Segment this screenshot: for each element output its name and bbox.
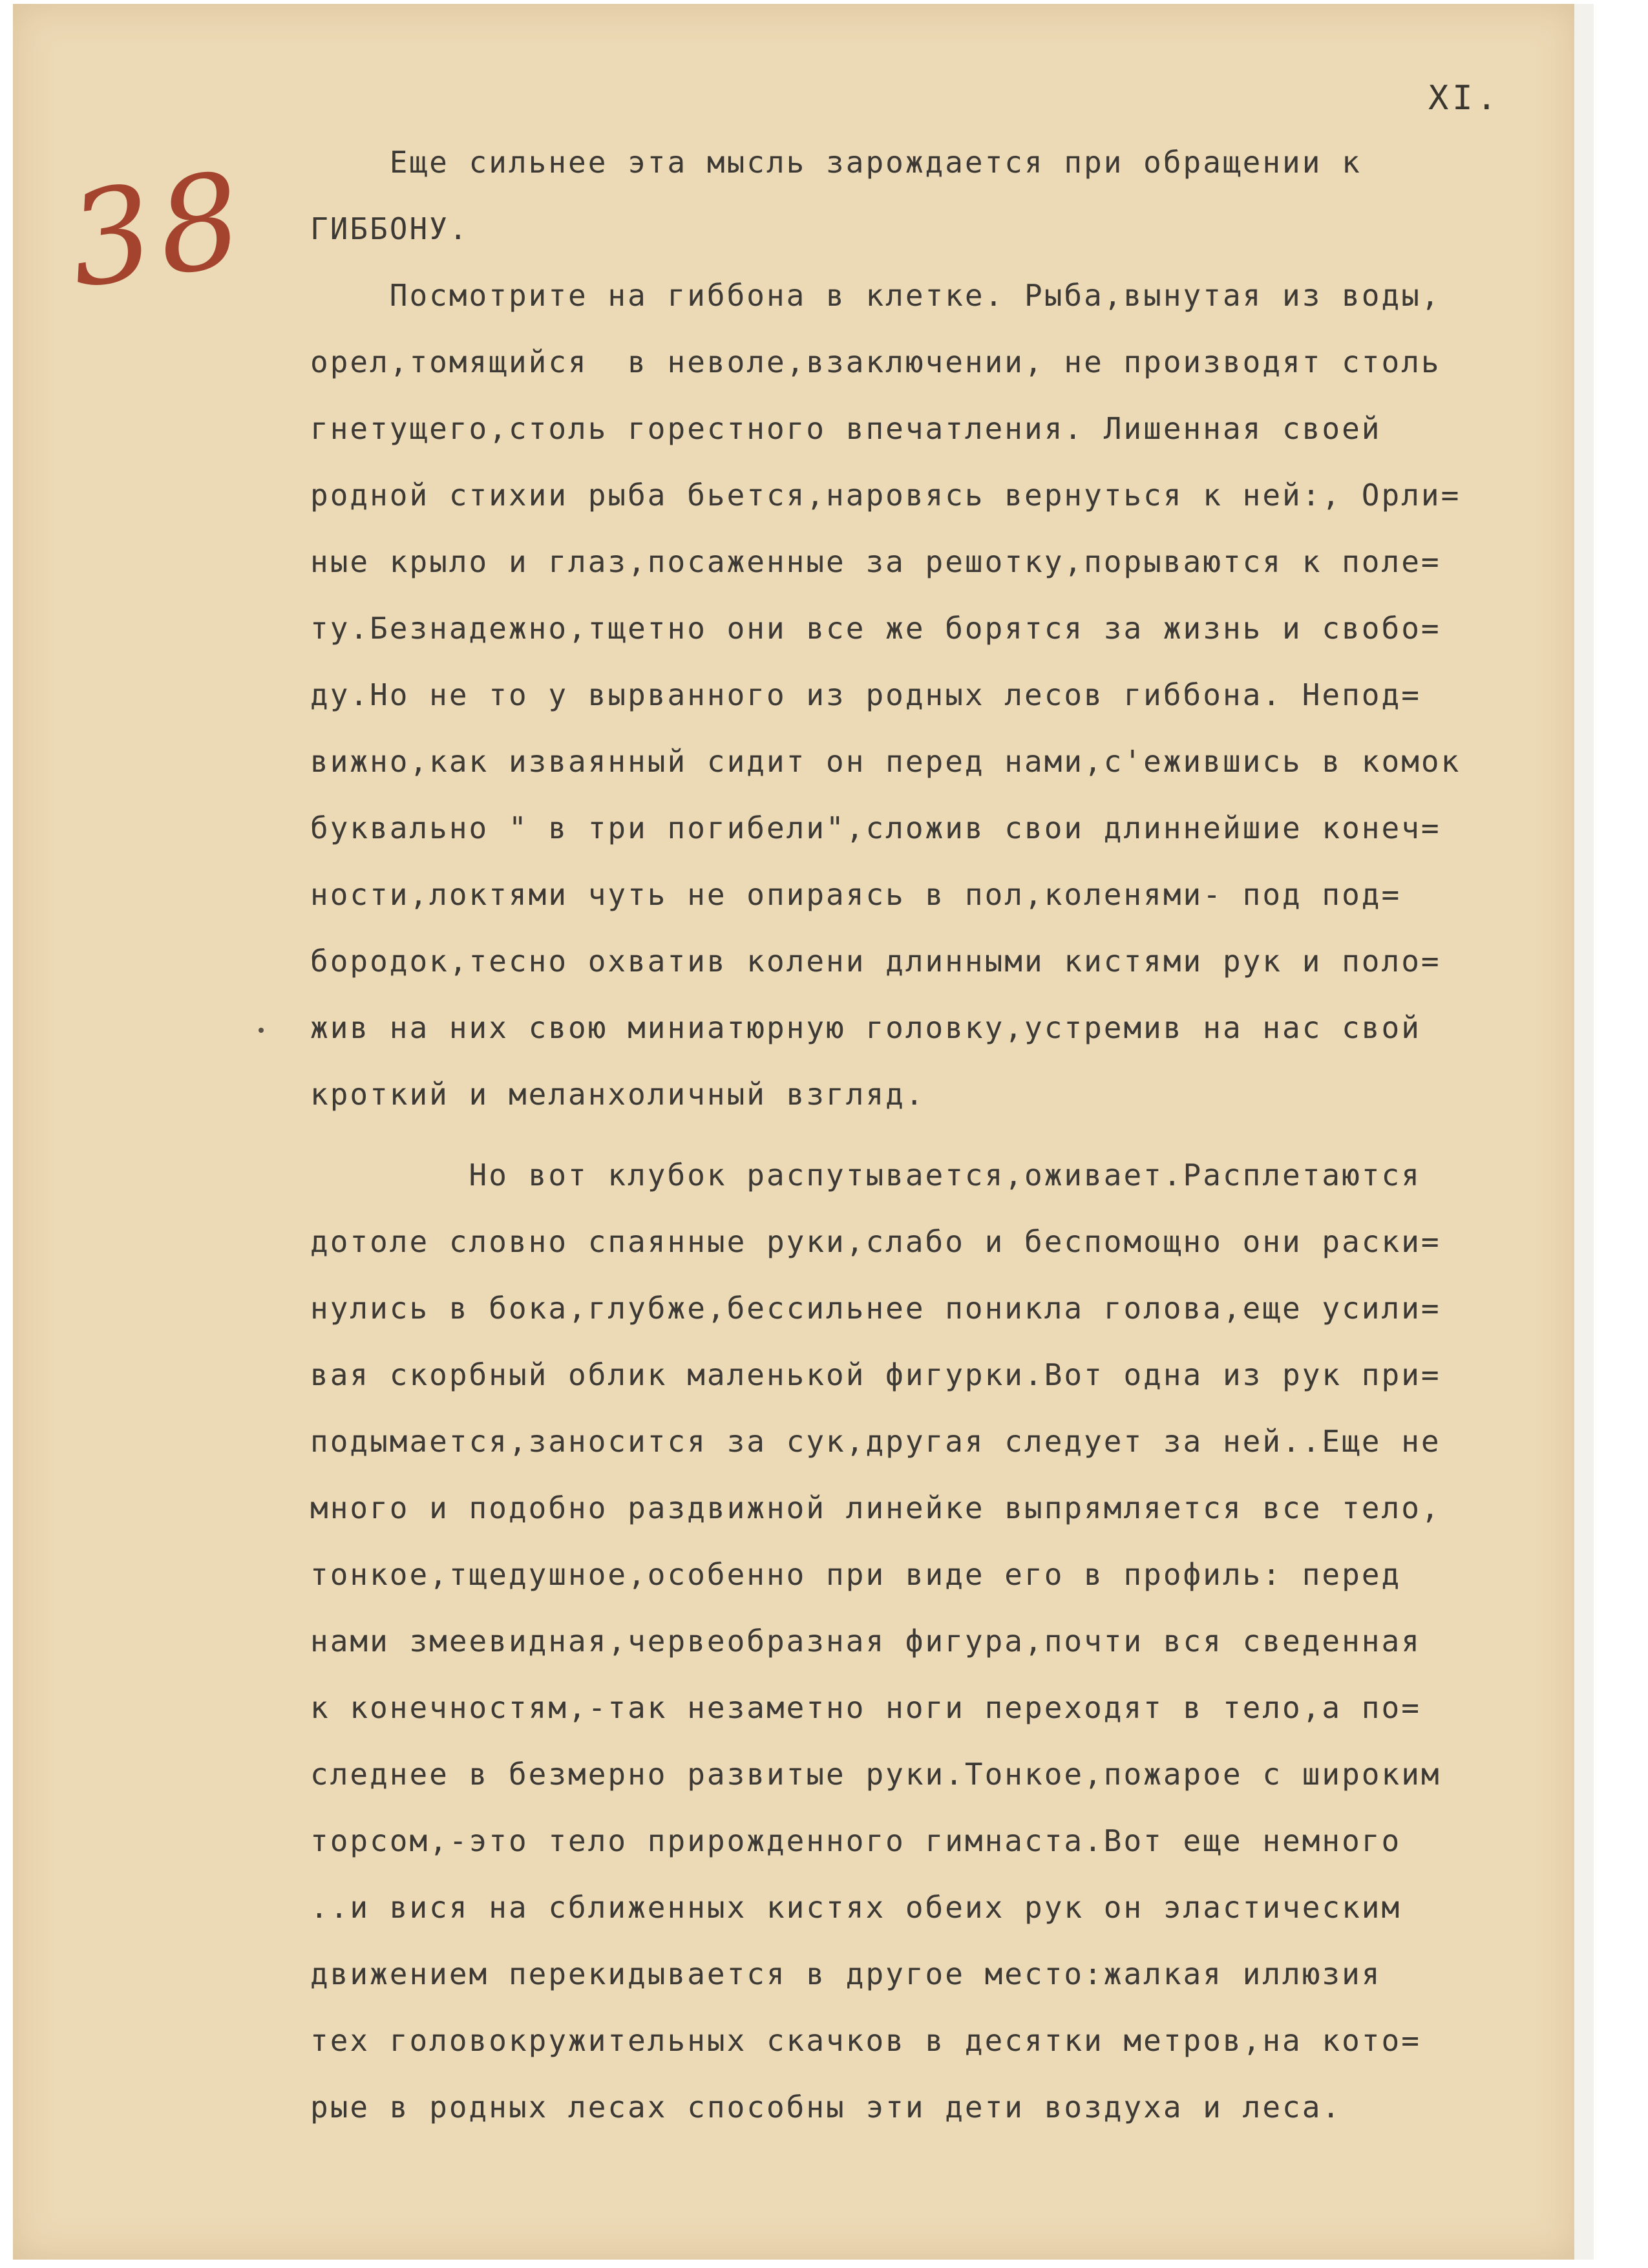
text-line: ные крыло и глаз,посаженные за решотку,порываются к поле= (310, 544, 1441, 579)
text-line: вижно,как изваянный сидит он перед нами,с'ежившись в комок (310, 744, 1461, 779)
text-line: ности,локтями чуть не опираясь в пол,коленями- под под= (310, 877, 1402, 912)
paragraph-1 (310, 129, 1570, 262)
text-line: орел,томящийся в неволе,взаключении, не производят столь (310, 344, 1441, 379)
text-line: рые в родных лесах способны эти дети воздуха и леса. (310, 2090, 1342, 2125)
text-line: жив на них свою миниатюрную головку,устремив на нас свой (310, 1010, 1421, 1045)
text-line: дотоле словно спаянные руки,слабо и беспомощно они раски= (310, 1224, 1441, 1259)
text-line: Еще сильнее эта мысль зарождается при обращении к (310, 145, 1362, 180)
text-line: следнее в безмерно развитые руки.Тонкое,пожарое с широким (310, 1757, 1441, 1792)
text-line: родной стихии рыба бьется,наровясь вернуться к ней:, Орли= (310, 478, 1461, 513)
text-line: бородок,тесно охватив колени длинными кистями рук и поло= (310, 944, 1441, 979)
page-number: XI. (1428, 79, 1501, 118)
text-line: ..и вися на сближенных кистях обеих рук он эластическим (310, 1890, 1402, 1925)
paper-speck (259, 1028, 264, 1033)
text-line: тех головокружительных скачков в десятки метров,на кото= (310, 2023, 1421, 2058)
paragraph-gap (310, 1128, 1570, 1142)
text-line: кроткий и меланхоличный взгляд. (310, 1077, 925, 1112)
text-line: нулись в бока,глубже,бессильнее поникла голова,еще усили= (310, 1291, 1441, 1326)
text-line: ду.Но не то у вырванного из родных лесов гиббона. Непод= (310, 677, 1421, 712)
text-line: ГИББОНУ. (310, 211, 469, 246)
text-line: Посмотрите на гиббона в клетке. Рыба,вынутая из воды, (310, 278, 1441, 313)
text-line: тонкое,тщедушное,особенно при виде его в профиль: перед (310, 1557, 1402, 1592)
typed-text-body (310, 129, 1570, 2141)
text-line: нами змеевидная,червеобразная фигура,почти вся сведенная (310, 1624, 1421, 1659)
text-line: ту.Безнадежно,тщетно они все же борятся за жизнь и свобо= (310, 611, 1441, 646)
text-line: Но вот клубок распутывается,оживает.Расплетаются (310, 1158, 1421, 1192)
text-line: много и подобно раздвижной линейке выпрямляется все тело, (310, 1490, 1441, 1525)
text-line: торсом,-это тело прирожденного гимнаста.Вот еще немного (310, 1823, 1402, 1858)
text-line: к конечностям,-так незаметно ноги переходят в тело,а по= (310, 1690, 1421, 1725)
paragraph-2 (310, 262, 1570, 1128)
handwritten-folio-number: 38 (60, 143, 257, 317)
text-line: движением перекидывается в другое место:жалкая иллюзия (310, 1956, 1382, 1991)
text-line: вая скорбный облик маленькой фигурки.Вот одна из рук при= (310, 1357, 1441, 1392)
paragraph-3 (310, 1142, 1570, 2141)
text-line: буквально " в три погибели",сложив свои длиннейшие конеч= (310, 811, 1441, 845)
text-line: подымается,заносится за сук,другая следует за ней..Еще не (310, 1424, 1441, 1459)
text-line: гнетущего,столь горестного впечатления. Лишенная своей (310, 411, 1382, 446)
paper-edge (1574, 4, 1594, 2260)
